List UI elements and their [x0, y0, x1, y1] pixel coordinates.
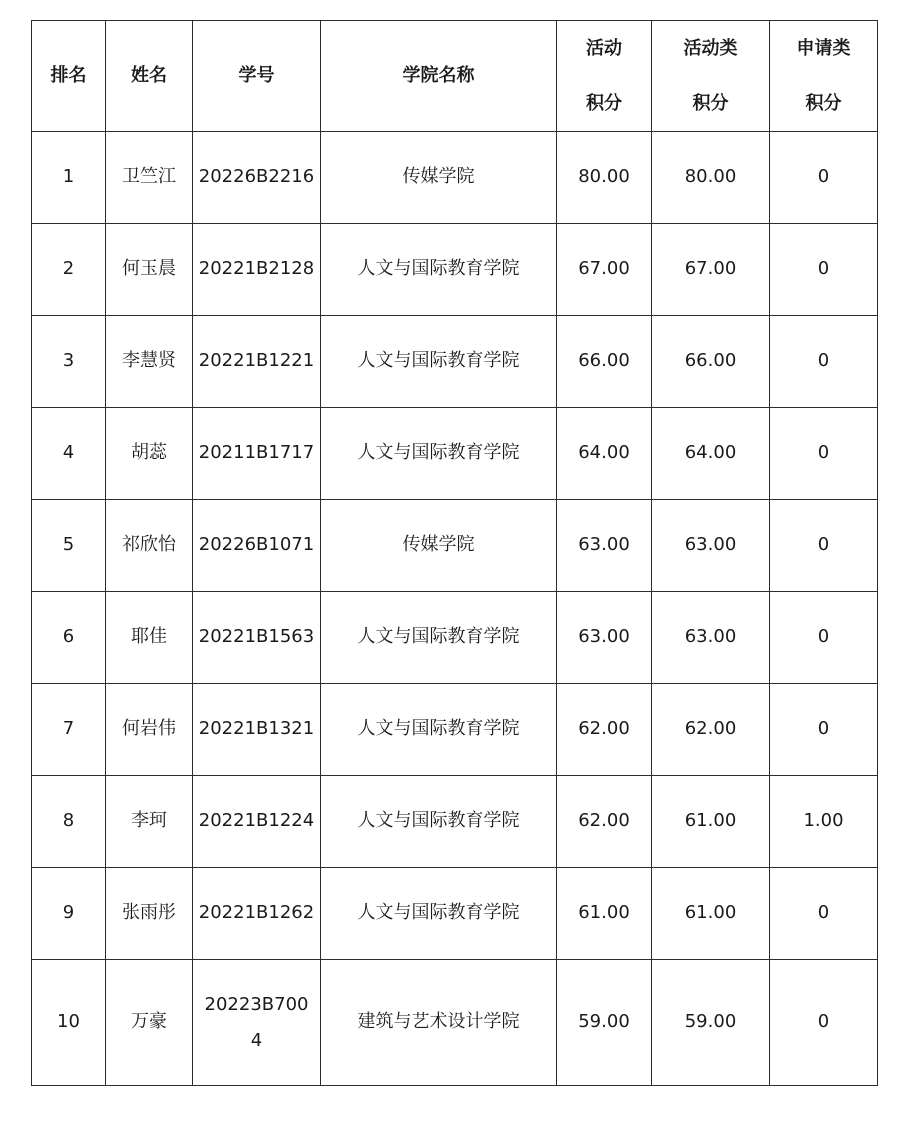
cell-college: 人文与国际教育学院	[321, 868, 557, 960]
cell-activity-points: 62.00	[557, 684, 652, 776]
table-row	[32, 316, 878, 408]
header-rank: 排名	[32, 21, 106, 132]
cell-college: 人文与国际教育学院	[321, 224, 557, 316]
table-row	[32, 224, 878, 316]
cell-activity-type-points: 63.00	[652, 500, 770, 592]
cell-college: 人文与国际教育学院	[321, 316, 557, 408]
cell-activity-type-points: 59.00	[652, 960, 770, 1086]
cell-student-id: 20211B1717	[193, 408, 321, 500]
cell-application-type-points: 0	[770, 960, 878, 1086]
cell-student-id: 20221B1262	[193, 868, 321, 960]
header-application-type-points	[770, 21, 878, 132]
cell-application-type-points: 0	[770, 868, 878, 960]
cell-activity-type-points: 66.00	[652, 316, 770, 408]
cell-student-id: 20226B2216	[193, 132, 321, 224]
table-row	[32, 592, 878, 684]
cell-activity-points: 62.00	[557, 776, 652, 868]
cell-student-id: 20221B2128	[193, 224, 321, 316]
cell-activity-points: 64.00	[557, 408, 652, 500]
cell-rank: 3	[32, 316, 106, 408]
header-activity-type-points-line1: 活动类	[683, 38, 738, 59]
header-activity-points-line1: 活动	[586, 38, 622, 59]
cell-activity-points: 66.00	[557, 316, 652, 408]
cell-name: 何玉晨	[106, 224, 193, 316]
header-activity-type-points-line2: 积分	[692, 93, 729, 114]
cell-college: 人文与国际教育学院	[321, 408, 557, 500]
cell-rank: 7	[32, 684, 106, 776]
table-row	[32, 500, 878, 592]
table-row	[32, 408, 878, 500]
cell-name: 何岩伟	[106, 684, 193, 776]
cell-activity-points: 80.00	[557, 132, 652, 224]
cell-name: 卫竺江	[106, 132, 193, 224]
cell-application-type-points: 0	[770, 132, 878, 224]
cell-application-type-points: 0	[770, 684, 878, 776]
cell-student-id: 20221B1321	[193, 684, 321, 776]
cell-name: 万豪	[106, 960, 193, 1086]
cell-application-type-points: 1.00	[770, 776, 878, 868]
cell-name: 李珂	[106, 776, 193, 868]
cell-activity-points: 63.00	[557, 500, 652, 592]
table-row	[32, 684, 878, 776]
cell-name: 祁欣怡	[106, 500, 193, 592]
cell-activity-type-points: 63.00	[652, 592, 770, 684]
cell-application-type-points: 0	[770, 224, 878, 316]
cell-college: 建筑与艺术设计学院	[321, 960, 557, 1086]
cell-activity-points: 63.00	[557, 592, 652, 684]
cell-activity-type-points: 62.00	[652, 684, 770, 776]
cell-student-id: 20221B1224	[193, 776, 321, 868]
cell-application-type-points: 0	[770, 500, 878, 592]
cell-application-type-points: 0	[770, 316, 878, 408]
cell-name: 张雨彤	[106, 868, 193, 960]
cell-student-id	[193, 960, 321, 1086]
table-body	[32, 132, 878, 1086]
cell-rank: 1	[32, 132, 106, 224]
cell-rank: 6	[32, 592, 106, 684]
cell-activity-points: 67.00	[557, 224, 652, 316]
table-row	[32, 960, 878, 1086]
cell-student-id-text: 20223B7004	[204, 993, 309, 1051]
cell-name: 胡蕊	[106, 408, 193, 500]
cell-activity-points: 59.00	[557, 960, 652, 1086]
cell-student-id: 20221B1563	[193, 592, 321, 684]
cell-activity-type-points: 61.00	[652, 776, 770, 868]
header-activity-points	[557, 21, 652, 132]
cell-activity-type-points: 67.00	[652, 224, 770, 316]
header-activity-points-line2: 积分	[586, 93, 622, 114]
cell-name: 耶佳	[106, 592, 193, 684]
cell-rank: 8	[32, 776, 106, 868]
cell-rank: 2	[32, 224, 106, 316]
header-college: 学院名称	[321, 21, 557, 132]
cell-college: 人文与国际教育学院	[321, 776, 557, 868]
cell-rank: 10	[32, 960, 106, 1086]
cell-student-id: 20226B1071	[193, 500, 321, 592]
cell-rank: 9	[32, 868, 106, 960]
cell-rank: 5	[32, 500, 106, 592]
table-row	[32, 868, 878, 960]
header-student-id: 学号	[193, 21, 321, 132]
header-name: 姓名	[106, 21, 193, 132]
header-application-type-points-line2: 积分	[805, 93, 842, 114]
cell-college: 人文与国际教育学院	[321, 684, 557, 776]
ranking-table	[31, 20, 878, 1086]
cell-activity-points: 61.00	[557, 868, 652, 960]
cell-rank: 4	[32, 408, 106, 500]
cell-college: 传媒学院	[321, 132, 557, 224]
cell-application-type-points: 0	[770, 408, 878, 500]
header-activity-type-points	[652, 21, 770, 132]
header-row	[32, 21, 878, 132]
cell-activity-type-points: 61.00	[652, 868, 770, 960]
header-application-type-points-line1: 申请类	[796, 38, 851, 59]
cell-student-id: 20221B1221	[193, 316, 321, 408]
cell-activity-type-points: 64.00	[652, 408, 770, 500]
cell-activity-type-points: 80.00	[652, 132, 770, 224]
cell-college: 人文与国际教育学院	[321, 592, 557, 684]
table-row	[32, 776, 878, 868]
cell-name: 李慧贤	[106, 316, 193, 408]
table-row	[32, 132, 878, 224]
cell-college: 传媒学院	[321, 500, 557, 592]
cell-application-type-points: 0	[770, 592, 878, 684]
